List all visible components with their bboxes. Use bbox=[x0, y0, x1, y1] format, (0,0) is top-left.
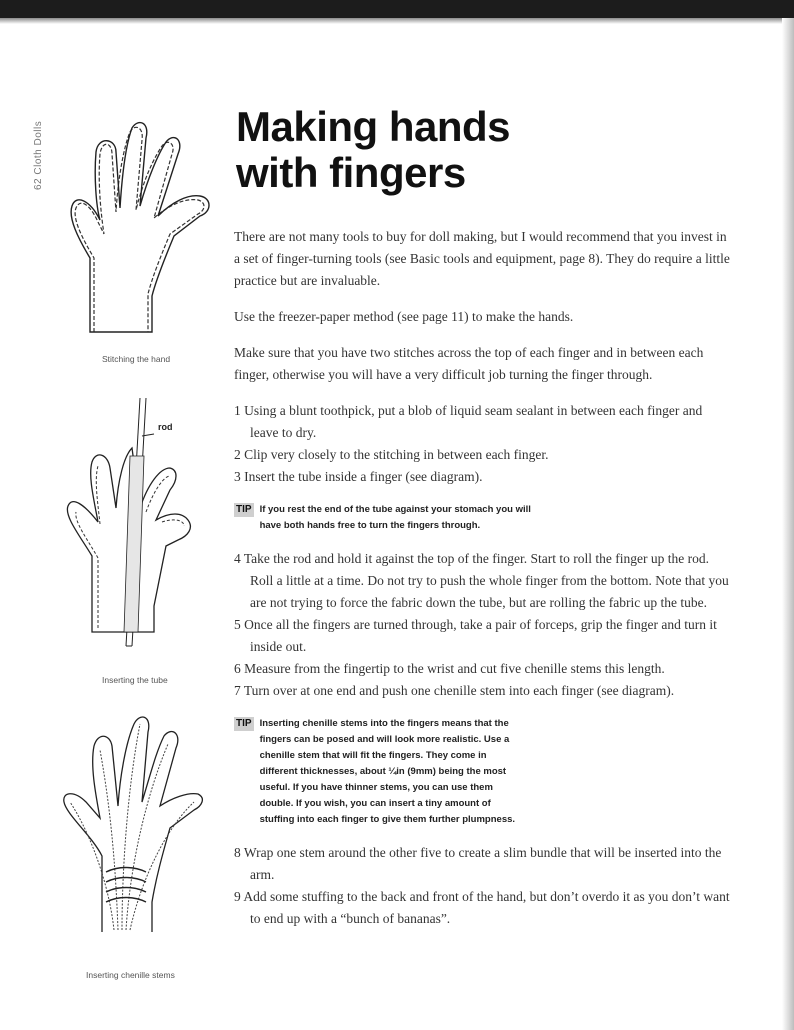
tip-label-1: TIP bbox=[236, 504, 252, 515]
steps-group-2 bbox=[234, 548, 734, 702]
hand-with-chenille-stems-icon bbox=[56, 706, 206, 946]
steps-group-3 bbox=[234, 842, 734, 930]
step-9: 9 Add some stuffing to the back and front of the hand, but don’t overdo it as you don’t want to end up with a “bunch of bananas”. bbox=[234, 889, 730, 926]
step-3: 3 Insert the tube inside a finger (see diagram). bbox=[234, 469, 483, 484]
title-line-1: Making hands bbox=[236, 103, 511, 150]
intro-paragraph: There are not many tools to buy for doll making, but I would recommend that you invest in a set of finger-turning tools (see Basic tools and equipment, page 8). They do require a little practice but are invaluable. bbox=[234, 229, 730, 288]
fig1-caption: Stitching the hand bbox=[102, 354, 171, 364]
scan-top-shadow bbox=[0, 18, 794, 24]
tip-label-2: TIP bbox=[236, 718, 252, 729]
step-4: 4 Take the rod and hold it against the top of the finger. Start to roll the finger up the rod. Roll a little at a time. Do not try to push the whole finger from the bottom. Note that you are not trying to force the fabric down the tube, but are rolling the fabric up the tube. bbox=[234, 551, 729, 610]
running-head bbox=[32, 100, 46, 190]
step-2: 2 Clip very closely to the stitching in between each finger. bbox=[234, 447, 549, 462]
running-head-text: 62 Cloth Dolls bbox=[33, 120, 44, 190]
rod-label: rod bbox=[158, 422, 173, 432]
hand-with-rod-icon bbox=[58, 396, 208, 658]
tip-text-1: If you rest the end of the tube against your stomach you will have both hands free to turn the fingers through. bbox=[259, 504, 531, 531]
step-7: 7 Turn over at one end and push one chenille stem into each finger (see diagram). bbox=[234, 683, 675, 698]
step-5: 5 Once all the fingers are turned through, take a pair of forceps, grip the finger and turn it inside out. bbox=[234, 617, 717, 654]
hand-outline-icon bbox=[60, 118, 220, 350]
scan-right-edge bbox=[782, 18, 794, 1030]
tip-box-1 bbox=[234, 502, 534, 534]
steps-group-1 bbox=[234, 400, 734, 488]
method-paragraph: Use the freezer-paper method (see page 11) to make the hands. bbox=[234, 309, 574, 324]
tip-box-2 bbox=[234, 716, 524, 828]
step-1: 1 Using a blunt toothpick, put a blob of liquid seam sealant in between each finger and leave to dry. bbox=[234, 403, 703, 440]
step-6: 6 Measure from the fingertip to the wrist and cut five chenille stems this length. bbox=[234, 661, 665, 676]
tip-text-2: Inserting chenille stems into the fingers means that the fingers can be posed and will look more realistic. Use a chenille stem that will fit the fingers. They come in different thicknesses, about ¼in (9mm) being the most useful. If you have thinner stems, you can use them double. If you wish, you can insert a tiny amount of stuffing into each finger to give them further plumpness. bbox=[259, 718, 516, 825]
page-title bbox=[236, 104, 756, 196]
fig2-caption: Inserting the tube bbox=[102, 675, 168, 685]
stitches-paragraph: Make sure that you have two stitches across the top of each finger and in between each finger, otherwise you will have a very difficult job turning the finger through. bbox=[234, 345, 704, 382]
fig3-caption: Inserting chenille stems bbox=[86, 970, 175, 980]
article-body bbox=[234, 226, 734, 930]
title-line-2: with fingers bbox=[236, 149, 466, 196]
scan-top-border bbox=[0, 0, 794, 18]
step-8: 8 Wrap one stem around the other five to create a slim bundle that will be inserted into the arm. bbox=[234, 845, 722, 882]
